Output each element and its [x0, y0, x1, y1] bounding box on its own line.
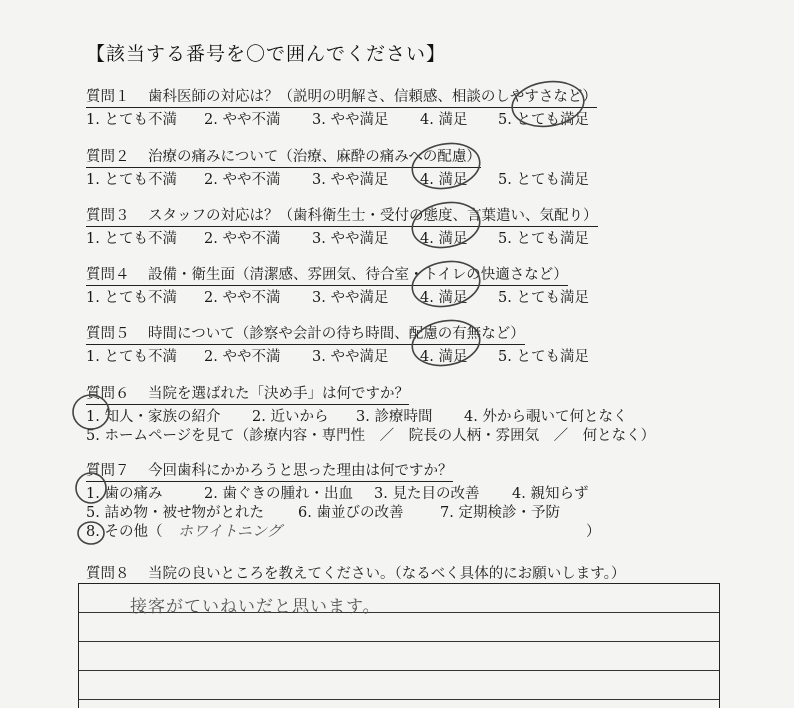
option-1[interactable]: 1. とても不満	[86, 349, 177, 365]
question-1	[86, 88, 597, 127]
question-title	[86, 207, 598, 227]
question-number: 質問４	[86, 267, 130, 283]
option-4[interactable]: 4. 満足	[420, 172, 468, 188]
other-input[interactable]: ホワイトニング	[178, 522, 282, 540]
option-3[interactable]: 3. 見た目の改善	[374, 486, 480, 502]
option-2[interactable]: 2. やや不満	[204, 290, 281, 306]
option-1[interactable]: 1. とても不満	[86, 290, 177, 306]
question-text: 時間について（診察や会計の待ち時間、配慮の有無など）	[148, 326, 525, 342]
option-5[interactable]: 5. とても満足	[498, 112, 589, 128]
question-title	[86, 266, 568, 286]
option-2[interactable]: 2. やや不満	[204, 349, 281, 365]
option-1[interactable]: 1. とても不満	[86, 112, 177, 128]
option-5[interactable]: 5. とても満足	[498, 231, 589, 247]
question-text: 今回歯科にかかろうと思った理由は何ですか？	[148, 463, 453, 479]
option-4[interactable]: 4. 外から覗いて何となく	[464, 409, 628, 425]
answer-line	[79, 670, 719, 671]
option-1[interactable]: 1. とても不満	[86, 231, 177, 247]
option-3[interactable]: 3. やや満足	[312, 172, 389, 188]
option-3[interactable]: 3. やや満足	[312, 112, 389, 128]
option-2[interactable]: 2. 近いから	[252, 409, 329, 425]
question-number: 質問７	[86, 463, 130, 479]
option-4[interactable]: 4. 満足	[420, 112, 468, 128]
question-text: 治療の痛みについて（治療、麻酔の痛みへの配慮）	[148, 149, 481, 165]
option-4[interactable]: 4. 親知らず	[512, 486, 589, 502]
question-number: 質問６	[86, 386, 130, 402]
option-4[interactable]: 4. 満足	[420, 349, 468, 365]
answer-line	[79, 641, 719, 642]
question-title	[86, 385, 409, 405]
option-5[interactable]: 5. とても満足	[498, 290, 589, 306]
option-1[interactable]: 1. 歯の痛み	[86, 486, 163, 502]
option-3[interactable]: 3. 診療時間	[356, 409, 433, 425]
option-3[interactable]: 3. やや満足	[312, 349, 389, 365]
question-7	[86, 462, 601, 540]
answer-text: 接客がていねいだと思います。	[130, 597, 381, 617]
option-1[interactable]: 1. 知人・家族の紹介	[86, 409, 221, 425]
option-6[interactable]: 6. 歯並びの改善	[298, 505, 404, 521]
option-2[interactable]: 2. やや不満	[204, 231, 281, 247]
question-title	[86, 462, 453, 482]
question-title	[86, 325, 525, 345]
answer-line	[79, 699, 719, 700]
question-title	[86, 565, 625, 584]
question-5	[86, 325, 589, 365]
question-4	[86, 266, 589, 306]
option-5[interactable]: 5. ホームページを見て（診療内容・専門性 ／ 院長の人柄・雰囲気 ／ 何となく）	[86, 428, 656, 444]
question-number: 質問８	[86, 566, 130, 582]
option-1[interactable]: 1. とても不満	[86, 172, 177, 188]
option-3[interactable]: 3. やや満足	[312, 231, 389, 247]
question-text: 当院の良いところを教えてください。（なるべく具体的にお願いします。）	[148, 566, 626, 582]
question-number: 質問５	[86, 326, 130, 342]
option-5[interactable]: 5. 詰め物・被せ物がとれた	[86, 505, 264, 521]
page-title: 【該当する番号を〇で囲んでください】	[86, 43, 447, 65]
question-text: 設備・衛生面（清潔感、雰囲気、待合室・トイレの快適さなど）	[148, 267, 568, 283]
option-2[interactable]: 2. やや不満	[204, 172, 281, 188]
option-4[interactable]: 4. 満足	[420, 231, 468, 247]
option-7[interactable]: 7. 定期検診・予防	[440, 505, 560, 521]
other-close-paren: ）	[586, 524, 601, 540]
question-text: 歯科医師の対応は？（説明の明解さ、信頼感、相談のしやすさなど）	[148, 89, 597, 105]
question-6	[86, 385, 656, 444]
option-4[interactable]: 4. 満足	[420, 290, 468, 306]
question-2	[86, 148, 589, 188]
option-3[interactable]: 3. やや満足	[312, 290, 389, 306]
option-5[interactable]: 5. とても満足	[498, 172, 589, 188]
question-text: 当院を選ばれた「決め手」は何ですか？	[148, 386, 409, 402]
question-text: スタッフの対応は？（歯科衛生士・受付の態度、言葉遣い、気配り）	[148, 208, 598, 224]
option-2[interactable]: 2. やや不満	[204, 112, 281, 128]
question-8	[86, 565, 625, 584]
question-title	[86, 148, 481, 168]
question-number: 質問３	[86, 208, 130, 224]
question-number: 質問１	[86, 89, 130, 105]
option-8[interactable]: 8. その他（	[86, 524, 163, 540]
option-5[interactable]: 5. とても満足	[498, 349, 589, 365]
question-title	[86, 88, 597, 108]
option-2[interactable]: 2. 歯ぐきの腫れ・出血	[204, 486, 353, 502]
question-number: 質問２	[86, 149, 130, 165]
question-3	[86, 207, 598, 246]
